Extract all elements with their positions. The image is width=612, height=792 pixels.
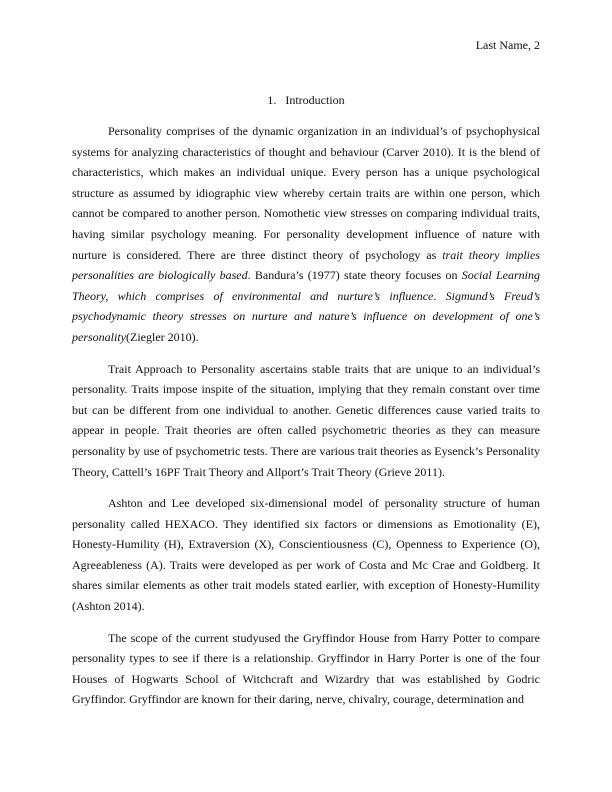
citation: (Ziegler 2010). <box>126 329 199 344</box>
italic-run: trait theory implies personalities are biologically based <box>72 247 540 283</box>
running-head: Last Name, 2 <box>475 38 540 52</box>
body-text <box>72 121 540 721</box>
text-run: . <box>433 288 446 303</box>
italic-run: Sigmund’s Freud’s psychodynamic theory stresses on nurture and nature’s influence on development of one’s personality <box>72 288 540 344</box>
text-run: . Bandura’s (1977) state theory focuses on <box>247 268 462 283</box>
paragraph-trait-approach: Trait Approach to Personality ascertains stable traits that are unique to an individual’s personality. Traits impose inspite of the situation, implying that they remain constant over time but can be different from one individual to another. Genetic differences cause varied traits to appear in people. Trait theories are often called psychometric theories as they can measure personality by use of psychometric tests. There are various trait theories as Eysenck’s Personality Theory, Cattell’s 16PF Trait Theory and Allport’s Trait Theory (Grieve 2011). <box>72 361 540 479</box>
section-title: Introduction <box>285 93 345 107</box>
section-heading <box>72 93 540 107</box>
paragraph-personality-definition <box>72 121 540 348</box>
paragraph-hexaco: Ashton and Lee developed six-dimensional model of personality structure of human personality called HEXACO. They identified six factors or dimensions as Emotionality (E), Honesty-Humility (H), Extraversion (X), Conscientiousness (C), Openness to Experience (O), Agreeableness (A). Traits were developed as per work of Costa and Mc Crae and Goldberg. It shares similar elements as other trait models stated earlier, with exception of Honesty-Humility (Ashton 2014). <box>72 496 540 614</box>
section-number: 1. <box>267 93 277 107</box>
paragraph-study-scope: The scope of the current studyused the Gryffindor House from Harry Potter to compare personality types to see if there is a relationship. Gryffindor in Harry Porter is one of the four Houses of Hogwarts School of Witchcraft and Wizardry that was established by Godric Gryffindor. Gryffindor are known for their daring, nerve, chivalry, courage, determination and <box>72 630 540 707</box>
text-run: Personality comprises of the dynamic organization in an individual’s of psychophysical systems for analyzing characteristics of thought and behaviour (Carver 2010). It is the blend of characteristics, which makes an individual unique. Every person has a unique psychological structure as assumed by idiographic view whereby certain traits are within one person, which cannot be compared to another person. Nomothetic view stresses on comparing individual traits, having similar psychology meaning. For personality development influence of nature with nurture is considered. There are three distinct theory of psychology as <box>72 124 540 262</box>
italic-run: Social Learning Theory, which comprises of environmental and nurture’s influence <box>72 268 540 303</box>
